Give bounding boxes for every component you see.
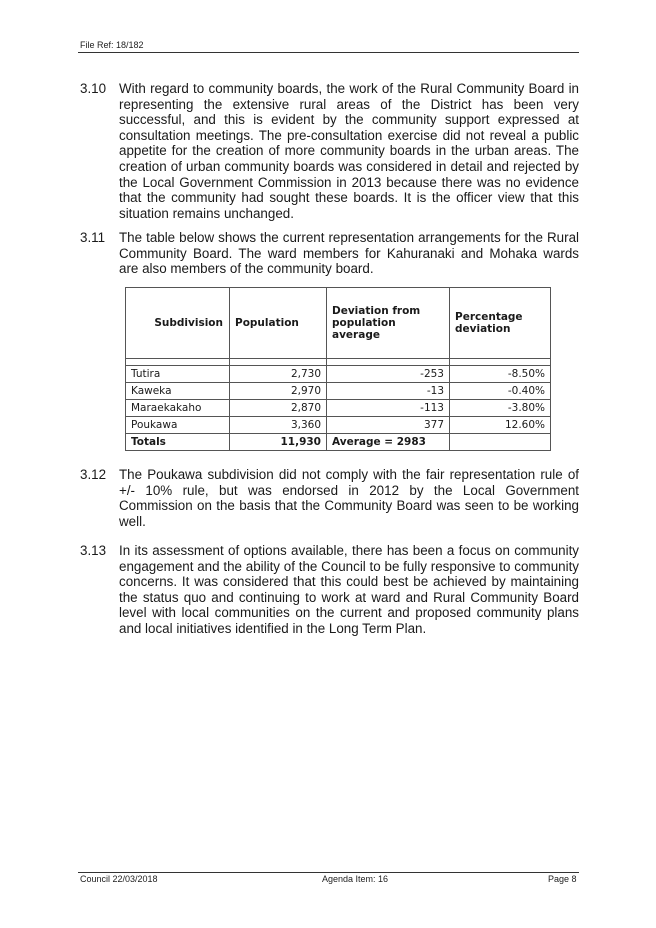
cell-population: 2,870 bbox=[230, 400, 327, 417]
paragraph-text: The Poukawa subdivision did not comply with the fair representation rule of +/- 10% rule, but was endorsed in 2012 by the Local Government Commission on the basis that the Community Board was seen to be working well. bbox=[119, 467, 579, 529]
cell-deviation: -113 bbox=[327, 400, 450, 417]
column-header-population: Population bbox=[230, 288, 327, 359]
table-totals-row bbox=[126, 434, 551, 451]
cell-empty bbox=[450, 434, 551, 451]
paragraph-3-10 bbox=[80, 81, 579, 221]
cell-subdivision: Tutira bbox=[126, 366, 230, 383]
footer-meeting-date: Council 22/03/2018 bbox=[80, 874, 158, 884]
paragraph-text: The table below shows the current representation arrangements for the Rural Community Board. The ward members for Kahuranaki and Mohaka wards are also members of the community board. bbox=[119, 230, 579, 277]
table-row bbox=[126, 383, 551, 400]
cell-subdivision: Poukawa bbox=[126, 417, 230, 434]
cell-deviation: 377 bbox=[327, 417, 450, 434]
cell-percentage: -3.80% bbox=[450, 400, 551, 417]
paragraph-3-12 bbox=[80, 467, 579, 529]
cell-population: 2,970 bbox=[230, 383, 327, 400]
table-row bbox=[126, 417, 551, 434]
cell-population: 3,360 bbox=[230, 417, 327, 434]
file-reference: File Ref: 18/182 bbox=[80, 40, 144, 50]
paragraph-3-11 bbox=[80, 230, 579, 277]
cell-deviation: -13 bbox=[327, 383, 450, 400]
paragraph-number: 3.11 bbox=[80, 230, 106, 245]
column-header-subdivision: Subdivision bbox=[126, 288, 230, 359]
column-header-percentage: Percentage deviation bbox=[450, 288, 551, 359]
paragraph-number: 3.12 bbox=[80, 467, 107, 482]
footer-agenda-item: Agenda Item: 16 bbox=[322, 874, 389, 884]
column-header-deviation: Deviation from population average bbox=[327, 288, 450, 359]
cell-total-population: 11,930 bbox=[230, 434, 327, 451]
paragraph-3-13 bbox=[80, 543, 579, 637]
cell-percentage: 12.60% bbox=[450, 417, 551, 434]
table-row bbox=[126, 366, 551, 383]
paragraph-text: In its assessment of options available, there has been a focus on community engagement and the ability of the Council to be fully responsive to community concerns. It was considered that this could best be achieved by maintaining the status quo and continuing to work at ward and Rural Community Board level with local communities on the current and proposed community plans and local initiatives identified in the Long Term Plan. bbox=[119, 543, 579, 636]
header-divider bbox=[78, 52, 579, 53]
cell-deviation: -253 bbox=[327, 366, 450, 383]
footer-divider bbox=[78, 872, 579, 873]
cell-percentage: -8.50% bbox=[450, 366, 551, 383]
representation-table bbox=[125, 287, 551, 451]
table-row bbox=[126, 400, 551, 417]
table-spacer-row bbox=[126, 359, 551, 366]
cell-average: Average = 2983 bbox=[327, 434, 450, 451]
footer-page-number: Page 8 bbox=[548, 874, 577, 884]
paragraph-number: 3.10 bbox=[80, 81, 107, 96]
table-header-row bbox=[126, 288, 551, 359]
paragraph-number: 3.13 bbox=[80, 543, 107, 558]
cell-subdivision: Maraekakaho bbox=[126, 400, 230, 417]
cell-subdivision: Kaweka bbox=[126, 383, 230, 400]
paragraph-text: With regard to community boards, the work of the Rural Community Board in representing the extensive rural areas of the District has been very successful, and this is evident by the community support expressed at consultation meetings. The pre-consultation exercise did not reveal a public appetite for the creation of more community boards in the urban areas. The creation of urban community boards was considered in detail and rejected by the Local Government Commission in 2013 because there was no evidence that the community had sought these boards. It is the officer view that this situation remains unchanged. bbox=[119, 81, 579, 221]
cell-population: 2,730 bbox=[230, 366, 327, 383]
cell-percentage: -0.40% bbox=[450, 383, 551, 400]
cell-totals-label: Totals bbox=[126, 434, 230, 451]
